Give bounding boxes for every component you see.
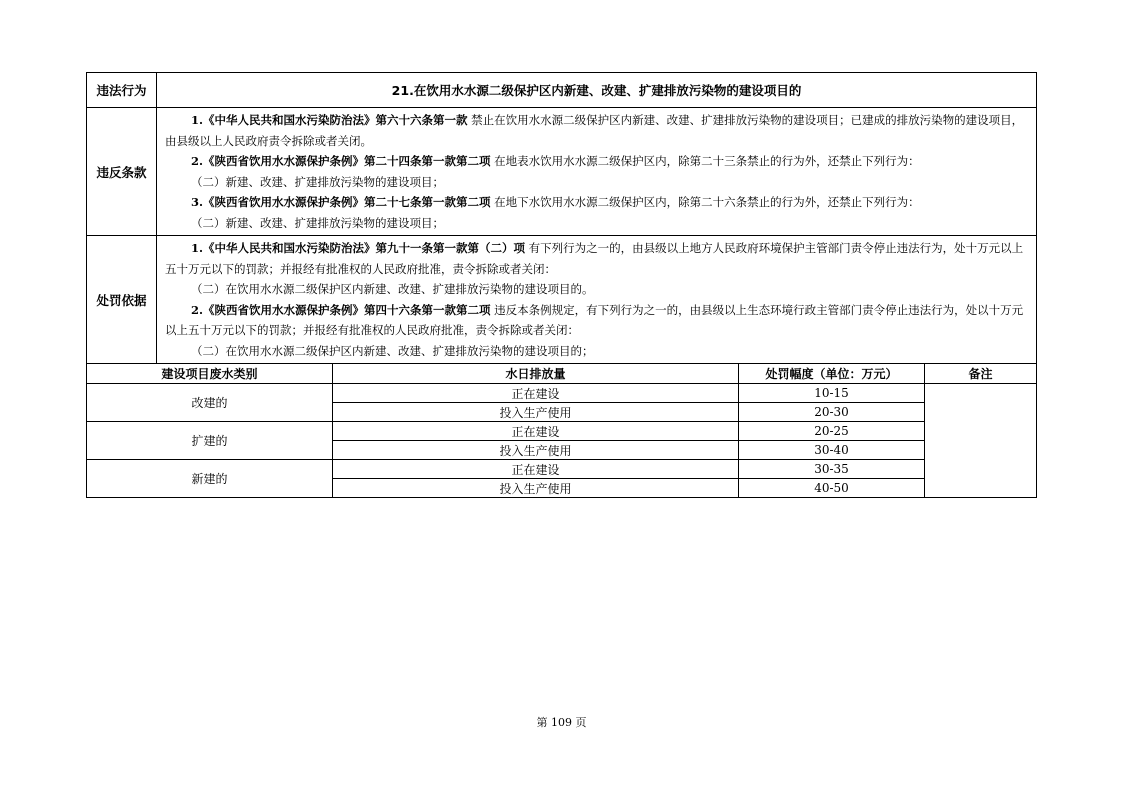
clause-2-head: 2.《陕西省饮用水水源保护条例》第二十四条第一款第二项 bbox=[191, 154, 491, 168]
clause-3-head: 3.《陕西省饮用水水源保护条例》第二十七条第一款第二项 bbox=[191, 195, 491, 209]
range-cell: 20-25 bbox=[739, 422, 925, 441]
clause-2-body: 在地表水饮用水水源二级保护区内，除第二十三条禁止的行为外，还禁止下列行为： bbox=[490, 154, 920, 168]
violation-title: 21.在饮用水水源二级保护区内新建、改建、扩建排放污染物的建设项目的 bbox=[157, 73, 1037, 108]
header-category: 建设项目废水类别 bbox=[87, 364, 333, 384]
violation-row bbox=[87, 73, 1037, 108]
status-cell: 正在建设 bbox=[333, 384, 739, 403]
clauses-row bbox=[87, 108, 1037, 236]
penalty-range-table bbox=[86, 363, 1037, 498]
penalty-2 bbox=[165, 300, 1030, 341]
violation-label: 违法行为 bbox=[87, 73, 157, 108]
status-cell: 投入生产使用 bbox=[333, 441, 739, 460]
table-row bbox=[87, 422, 1037, 441]
penalty-1 bbox=[165, 238, 1030, 279]
clause-3 bbox=[165, 192, 1030, 213]
status-cell: 投入生产使用 bbox=[333, 479, 739, 498]
page-number: 第 109 页 bbox=[536, 716, 587, 729]
remarks-cell bbox=[925, 384, 1037, 498]
clauses-label: 违反条款 bbox=[87, 108, 157, 236]
penalty-2-head: 2.《陕西省饮用水水源保护条例》第四十六条第一款第二项 bbox=[191, 302, 491, 317]
header-remarks: 备注 bbox=[925, 364, 1037, 384]
clause-2 bbox=[165, 151, 1030, 172]
penalty-1-body: 有下列行为之一的，由县级以上地方人民政府环境保护主管部门责令停止违法行为，处十万元以上五十万元以下的罚款；并报经有批准权的人民政府批准，责令拆除或者关闭： bbox=[165, 241, 1024, 276]
clause-1-body: 禁止在饮用水水源二级保护区内新建、改建、扩建排放污染物的建设项目；已建成的排放污染物的建设项目，由县级以上人民政府责令拆除或者关闭。 bbox=[165, 113, 1024, 148]
penalty-1-head: 1.《中华人民共和国水污染防治法》第九十一条第一款第（二）项 bbox=[191, 241, 526, 255]
penalty-row bbox=[87, 236, 1037, 364]
status-cell: 正在建设 bbox=[333, 422, 739, 441]
law-table bbox=[86, 72, 1037, 364]
penalty-1-item: （二）在饮用水水源二级保护区内新建、改建、扩建排放污染物的建设项目的。 bbox=[191, 282, 594, 296]
category-cell: 新建的 bbox=[87, 460, 333, 498]
header-penalty-range: 处罚幅度（单位：万元） bbox=[739, 364, 925, 384]
range-cell: 20-30 bbox=[739, 403, 925, 422]
clause-1 bbox=[165, 110, 1030, 151]
table-header-row bbox=[87, 364, 1037, 384]
clause-3-body: 在地下水饮用水水源二级保护区内，除第二十六条禁止的行为外，还禁止下列行为： bbox=[490, 195, 920, 209]
range-cell: 30-35 bbox=[739, 460, 925, 479]
penalty-content bbox=[157, 236, 1037, 364]
status-cell: 正在建设 bbox=[333, 460, 739, 479]
range-cell: 30-40 bbox=[739, 441, 925, 460]
penalty-label: 处罚依据 bbox=[87, 236, 157, 364]
category-cell: 扩建的 bbox=[87, 422, 333, 460]
clause-1-head: 1.《中华人民共和国水污染防治法》第六十六条第一款 bbox=[191, 113, 468, 127]
penalty-2-item: （二）在饮用水水源二级保护区内新建、改建、扩建排放污染物的建设项目的； bbox=[191, 343, 594, 358]
header-discharge: 水日排放量 bbox=[333, 364, 739, 384]
status-cell: 投入生产使用 bbox=[333, 403, 739, 422]
range-cell: 10-15 bbox=[739, 384, 925, 403]
document-body bbox=[86, 72, 1036, 498]
clauses-content bbox=[157, 108, 1037, 236]
category-cell: 改建的 bbox=[87, 384, 333, 422]
clause-2-item: （二）新建、改建、扩建排放污染物的建设项目； bbox=[191, 174, 444, 189]
clause-3-item: （二）新建、改建、扩建排放污染物的建设项目； bbox=[191, 215, 444, 230]
penalty-2-body: 违反本条例规定，有下列行为之一的，由县级以上生态环境行政主管部门责令停止违法行为，处以十万元以上五十万元以下的罚款；并报经有批准权的人民政府批准，责令拆除或者关闭： bbox=[165, 302, 1024, 337]
table-row bbox=[87, 460, 1037, 479]
range-cell: 40-50 bbox=[739, 479, 925, 498]
table-row bbox=[87, 384, 1037, 403]
